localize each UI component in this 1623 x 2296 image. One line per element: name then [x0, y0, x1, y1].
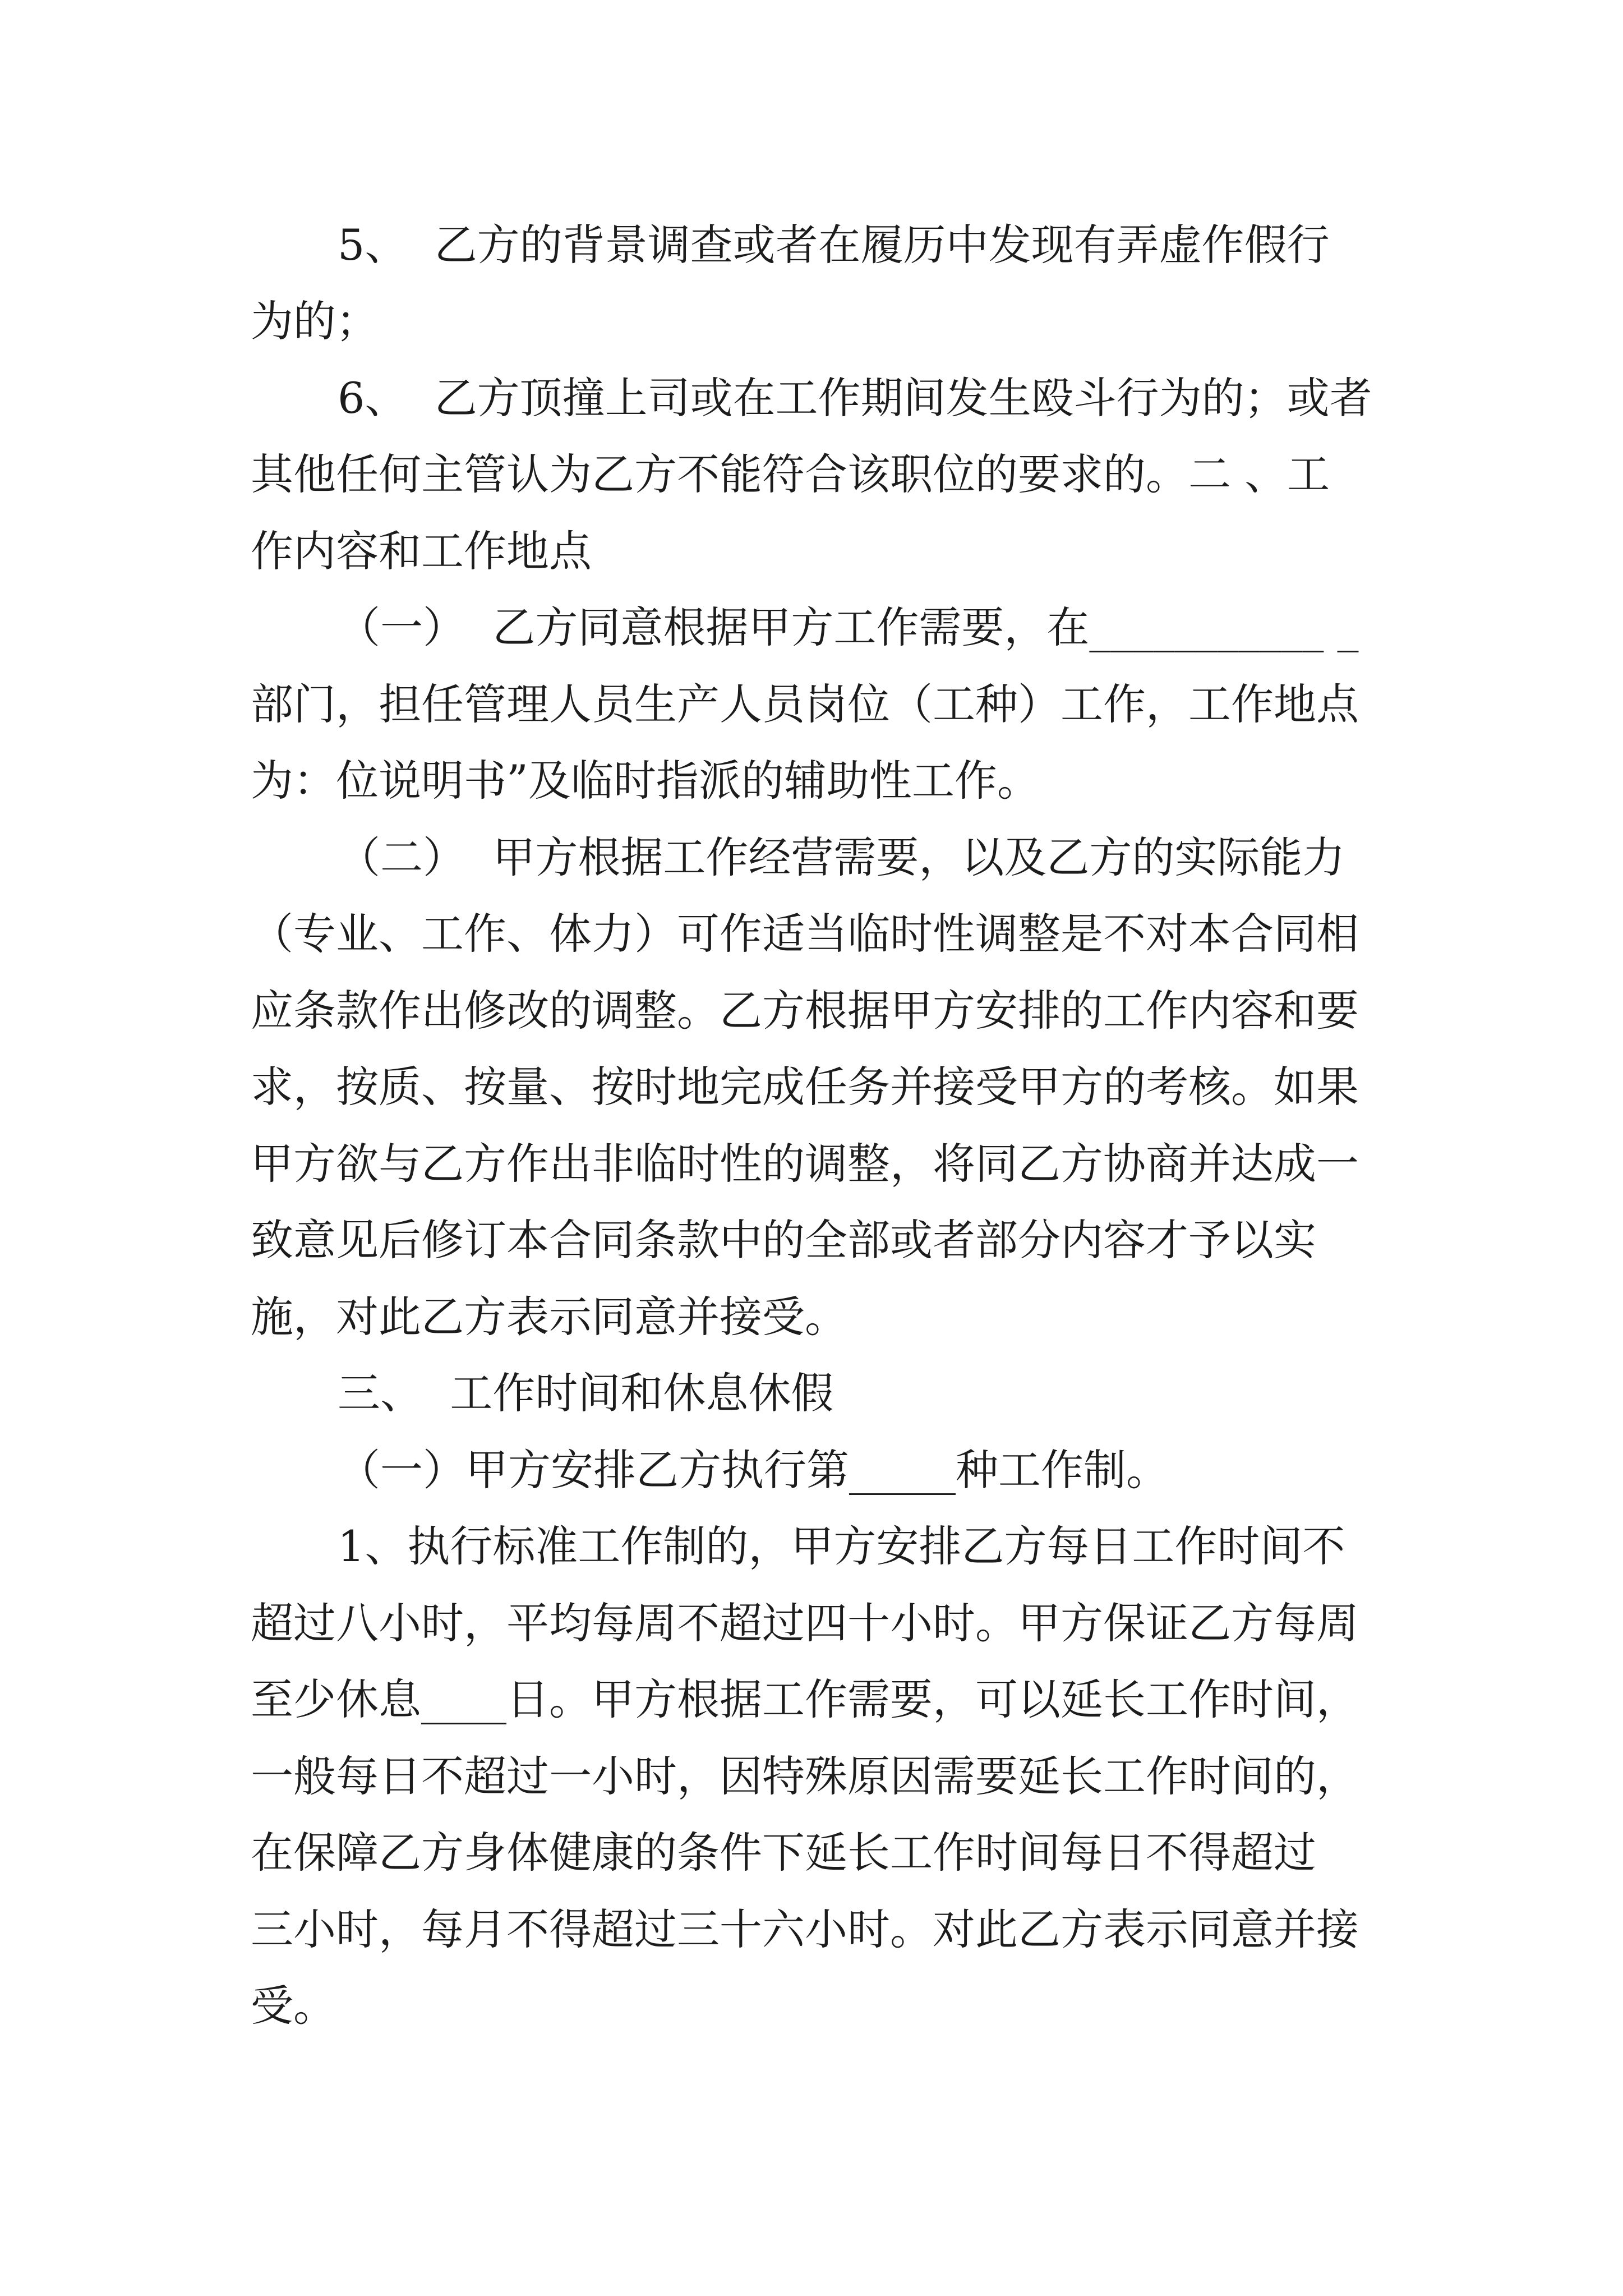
item-2-2-line-6: 致意见后修订本合同条款中的全部或者部分内容才予以实: [251, 1215, 1316, 1265]
item-3-1-1-line-4: 一般每日不超过一小时，因特殊原因需要延长工作时间的，: [251, 1751, 1359, 1801]
clause-6-line-2: 其他任何主管认为乙方不能符合该职位的要求的。二 、工: [251, 449, 1330, 499]
item-3-1-1-line-6: 三小时，每月不得超过三十六小时。对此乙方表示同意并接: [251, 1904, 1359, 1954]
item-3-1-1-line-2: 超过八小时，平均每周不超过四十小时。甲方保证乙方每周: [251, 1598, 1359, 1648]
item-2-2-line-5: 甲方欲与乙方作出非临时性的调整，将同乙方协商并达成一: [251, 1139, 1359, 1189]
section-3-heading: 三、 工作时间和休息休假: [338, 1368, 834, 1418]
clause-6-line-1: 6、 乙方顶撞上司或在工作期间发生殴斗行为的；或者: [338, 373, 1372, 423]
section-2-heading: 作内容和工作地点: [251, 526, 592, 576]
item-3-1-1-line-1: 1、执行标准工作制的，甲方安排乙方每日工作时间不: [338, 1521, 1345, 1571]
item-2-2-line-2: （专业、工作、体力）可作适当临时性调整是不对本合同相: [251, 909, 1359, 959]
item-2-2-line-1: （二） 甲方根据工作经营需要，以及乙方的实际能力: [338, 832, 1345, 882]
item-3-1-1-line-3: 至少休息____日。甲方根据工作需要，可以延长工作时间，: [251, 1674, 1359, 1724]
item-2-2-line-7: 施，对此乙方表示同意并接受。: [251, 1292, 847, 1342]
item-3-1-1-line-5: 在保障乙方身体健康的条件下延长工作时间每日不得超过: [251, 1828, 1316, 1878]
item-3-1-1-line-7: 受。: [251, 1981, 336, 2031]
item-2-1-line-1: （一） 乙方同意根据甲方工作需要，在___________ _: [338, 602, 1359, 652]
item-2-1-line-2: 部门，担任管理人员生产人员岗位（工种）工作，工作地点: [251, 679, 1359, 729]
item-2-2-line-3: 应条款作出修改的调整。乙方根据甲方安排的工作内容和要: [251, 986, 1359, 1036]
item-3-1-line-1: （一）甲方安排乙方执行第_____种工作制。: [338, 1445, 1169, 1495]
item-2-1-line-3: 为：位说明书”及临时指派的辅助性工作。: [251, 756, 1040, 806]
item-2-2-line-4: 求，按质、按量、按时地完成任务并接受甲方的考核。如果: [251, 1062, 1359, 1112]
clause-5-line-2: 为的；: [251, 296, 379, 346]
clause-5-line-1: 5、 乙方的背景调查或者在履历中发现有弄虚作假行: [338, 220, 1330, 270]
